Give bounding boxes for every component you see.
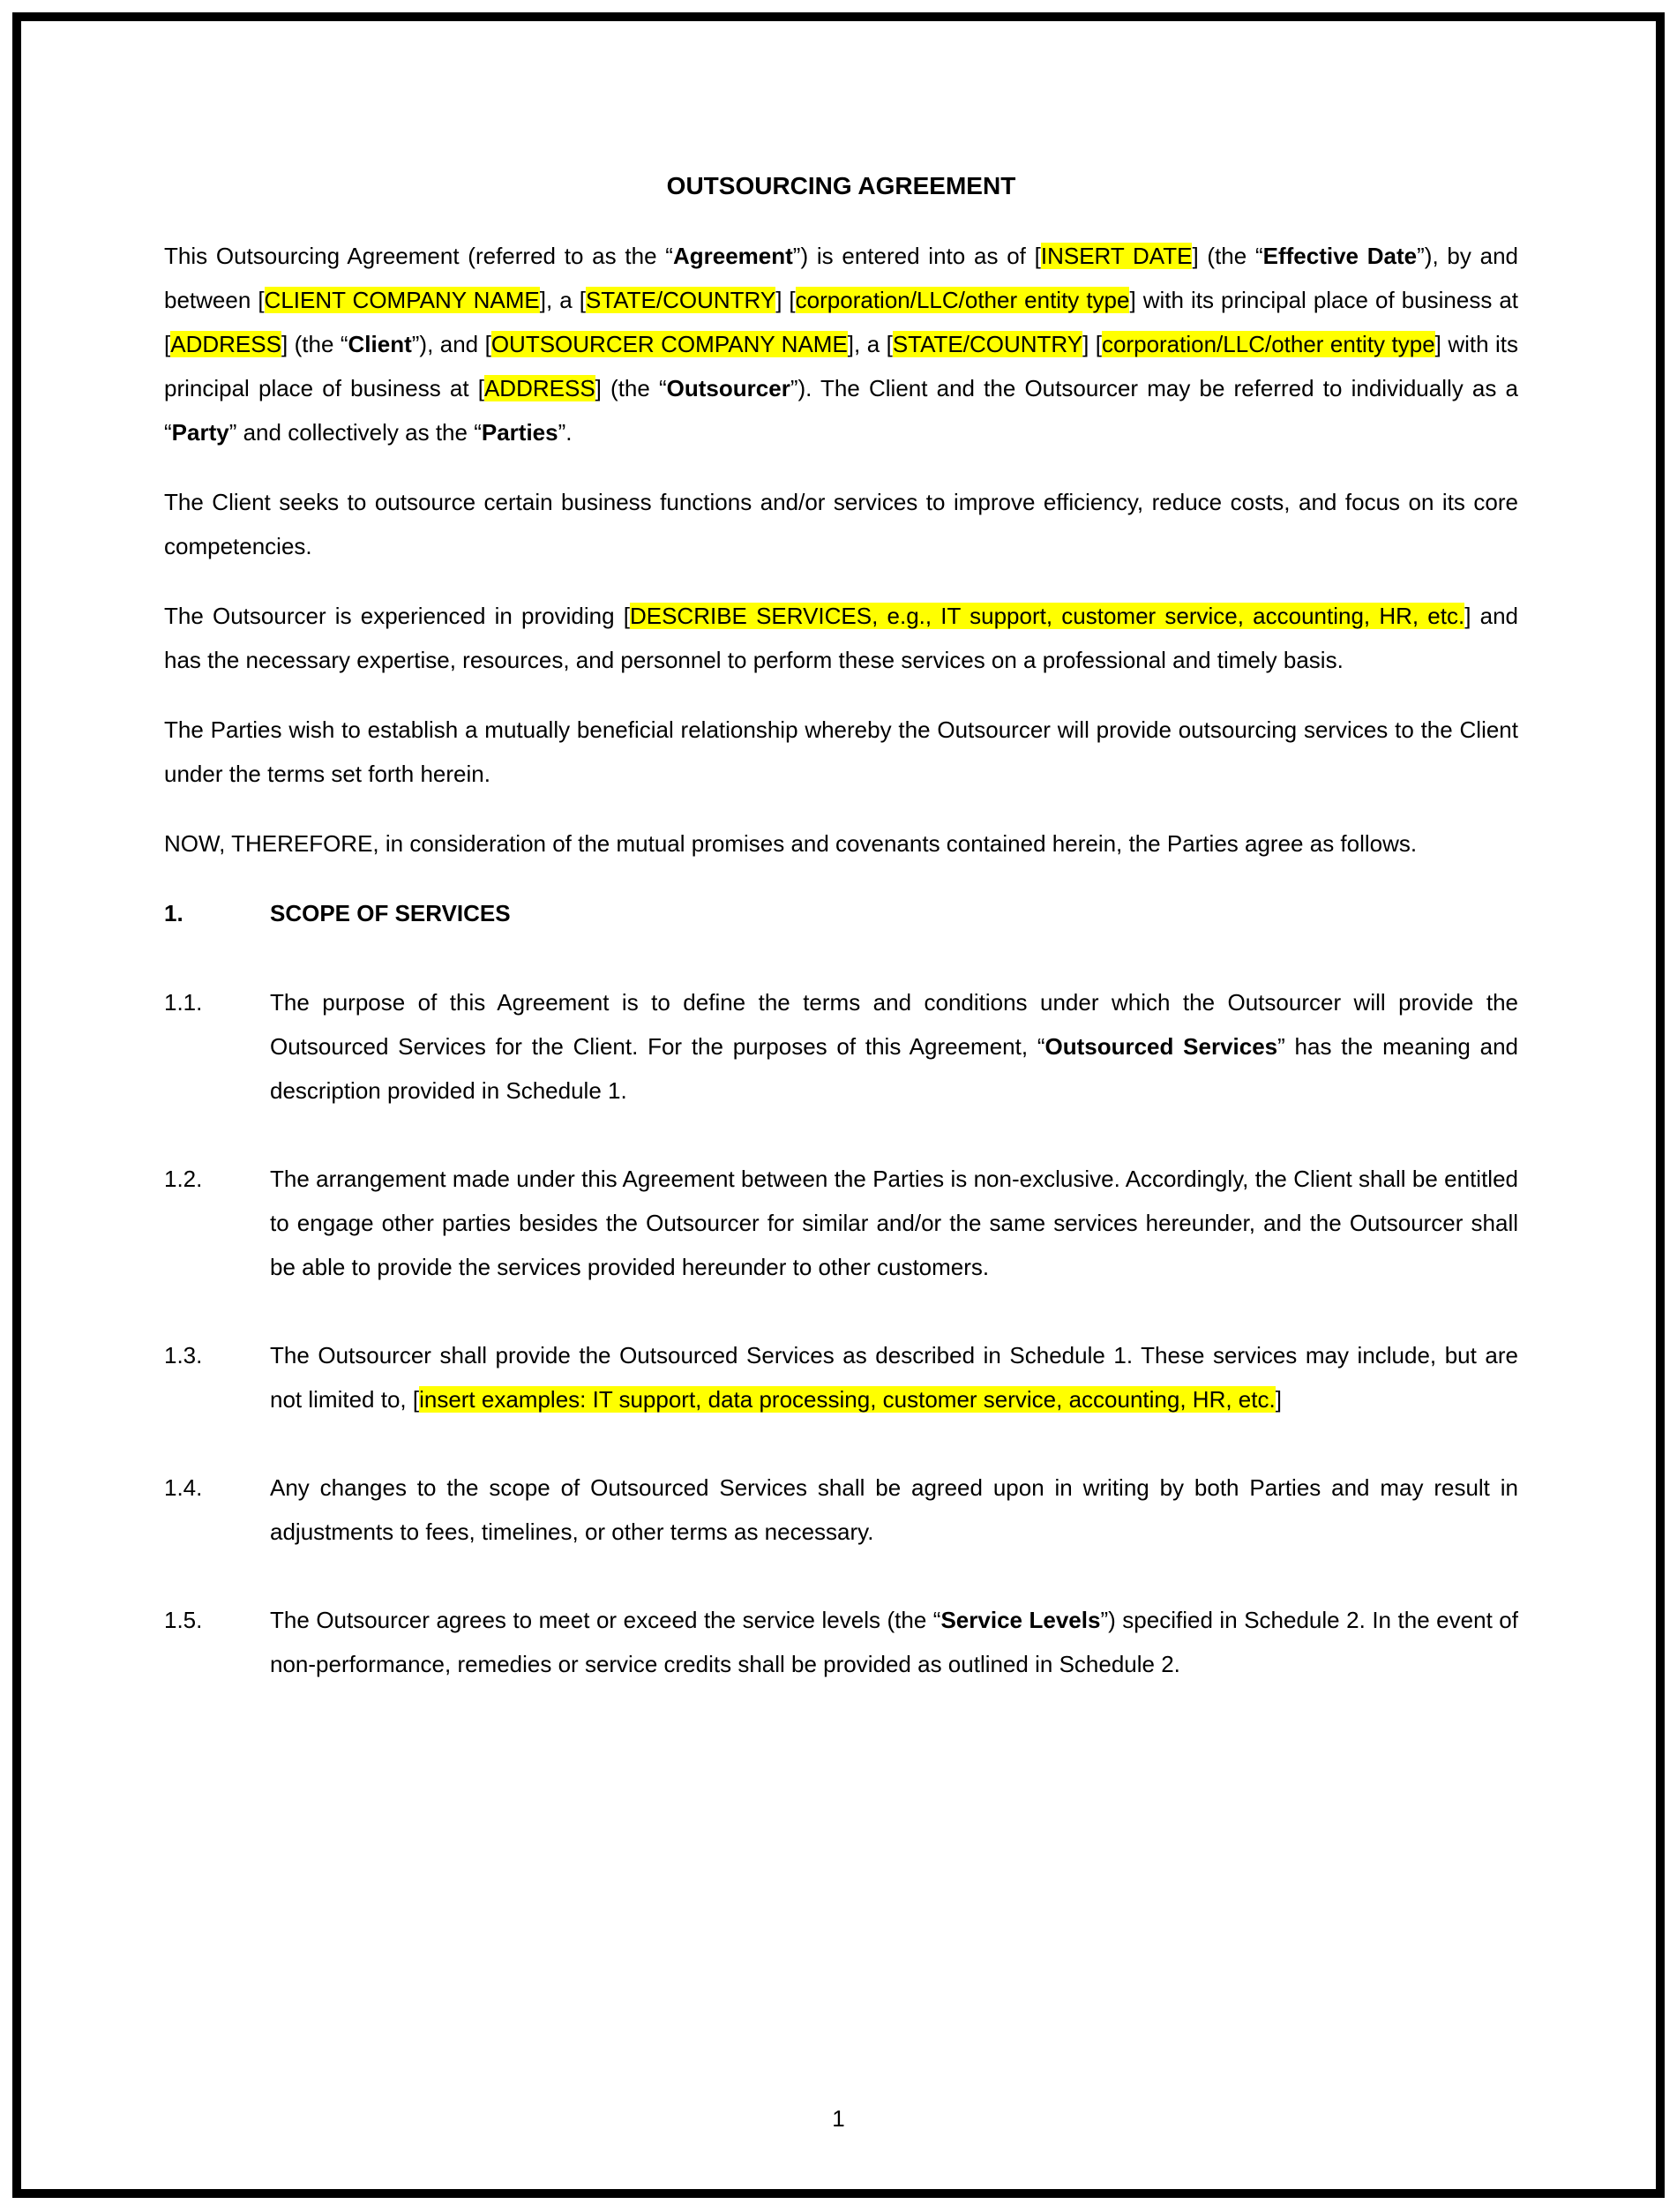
defined-term: Outsourced Services: [1044, 1033, 1278, 1060]
text-run: The Outsourcer agrees to meet or exceed the service levels (the “: [270, 1607, 941, 1633]
placeholder-highlight: ADDRESS: [483, 375, 595, 401]
document-body: [164, 234, 1518, 1686]
clause-number: 1.5.: [164, 1607, 203, 1633]
defined-term: Party: [171, 419, 229, 446]
text-run: ], a [: [847, 331, 893, 357]
defined-term: Outsourcer: [666, 375, 790, 401]
placeholder-highlight: corporation/LLC/other entity type: [795, 287, 1130, 313]
placeholder-highlight: CLIENT COMPANY NAME: [264, 287, 540, 313]
paragraph: [164, 480, 1518, 568]
paragraph: [164, 594, 1518, 682]
text-run: The purpose of this Agreement is to define the terms and conditions under which the Outsourcer will provide the Outsourced Services for the Client. For the purposes of this Agreement, “: [270, 989, 1518, 1060]
text-run: The arrangement made under this Agreement between the Parties is non-exclusive. Accordingly, the Client shall be entitled to engage other parties besides the Outsourcer for similar and/or the same services hereunder, and the Outsourcer shall be able to provide the services provided hereunder to other customers.: [270, 1166, 1518, 1280]
section-heading: [164, 891, 1518, 935]
text-run: ”), by and between [: [164, 243, 1519, 313]
clause-text: [270, 891, 1518, 935]
text-run: ] (the “: [1192, 243, 1263, 269]
placeholder-highlight: corporation/LLC/other entity type: [1101, 331, 1435, 357]
text-run: ] [: [775, 287, 796, 313]
document-content: [164, 164, 1518, 1730]
text-run: ]: [1275, 1386, 1282, 1413]
text-run: ] [: [1082, 331, 1102, 357]
numbered-clause: [164, 1598, 1518, 1686]
defined-term: Agreement: [672, 243, 793, 269]
page-number: 1: [832, 2105, 845, 2132]
text-run: ” has the meaning and description provided in Schedule 1.: [270, 1033, 1518, 1104]
defined-term: Service Levels: [940, 1607, 1101, 1633]
text-run: ”), and [: [411, 331, 491, 357]
text-run: ” and collectively as the “: [228, 419, 482, 446]
clause-number: 1.: [164, 900, 183, 926]
text-run: ”) is entered into as of [: [792, 243, 1041, 269]
text-run: ] and has the necessary expertise, resources, and personnel to perform these services on a professional and timely basis.: [164, 603, 1518, 673]
clause-number: 1.1.: [164, 989, 203, 1016]
text-run: ], a [: [539, 287, 586, 313]
placeholder-highlight: STATE/COUNTRY: [892, 331, 1083, 357]
text-run: The Outsourcer shall provide the Outsourced Services as described in Schedule 1. These services may include, but are not limited to, [: [270, 1342, 1518, 1413]
clause-number: 1.2.: [164, 1166, 203, 1192]
defined-term: Parties: [481, 419, 558, 446]
text-run: ] with its principal place of business at [: [164, 287, 1519, 357]
text-run: ”) specified in Schedule 2. In the event of non-performance, remedies or service credits shall be provided as outlined in Schedule 2.: [270, 1607, 1518, 1677]
text-run: NOW, THEREFORE, in consideration of the mutual promises and covenants contained herein, the Parties agree as follows.: [164, 830, 1418, 857]
text-run: This Outsourcing Agreement (referred to as the “: [164, 243, 673, 269]
numbered-clause: [164, 1333, 1518, 1421]
clause-text: [270, 980, 1518, 1113]
clause-number: 1.3.: [164, 1342, 203, 1368]
placeholder-highlight: OUTSOURCER COMPANY NAME: [490, 331, 848, 357]
paragraph: [164, 234, 1518, 454]
defined-term: SCOPE OF SERVICES: [270, 900, 511, 926]
placeholder-highlight: ADDRESS: [170, 331, 281, 357]
paragraph: [164, 708, 1518, 796]
placeholder-highlight: insert examples: IT support, data processing, customer service, accounting, HR, etc.: [419, 1386, 1276, 1413]
clause-number: 1.4.: [164, 1474, 203, 1501]
numbered-clause: [164, 980, 1518, 1113]
text-run: The Parties wish to establish a mutually beneficial relationship whereby the Outsourcer will provide outsourcing services to the Client under the terms set forth herein.: [164, 716, 1518, 787]
clause-text: [270, 1466, 1518, 1554]
text-run: The Outsourcer is experienced in providing [: [164, 603, 630, 629]
text-run: ”.: [558, 419, 573, 446]
text-run: ] with its principal place of business at [: [164, 331, 1519, 401]
clause-text: [270, 1333, 1518, 1421]
text-run: The Client seeks to outsource certain business functions and/or services to improve efficiency, reduce costs, and focus on its core competencies.: [164, 489, 1518, 559]
text-run: ”). The Client and the Outsourcer may be referred to individually as a “: [164, 375, 1518, 446]
text-run: Any changes to the scope of Outsourced Services shall be agreed upon in writing by both Parties and may result in adjustments to fees, timelines, or other terms as necessary.: [270, 1474, 1518, 1545]
text-run: ] (the “: [595, 375, 667, 401]
clause-text: [270, 1157, 1518, 1289]
text-run: ] (the “: [281, 331, 348, 357]
numbered-clause: [164, 1157, 1518, 1289]
placeholder-highlight: INSERT DATE: [1040, 243, 1193, 269]
placeholder-highlight: STATE/COUNTRY: [585, 287, 776, 313]
placeholder-highlight: DESCRIBE SERVICES, e.g., IT support, customer service, accounting, HR, etc.: [629, 603, 1465, 629]
paragraph: [164, 821, 1518, 866]
defined-term: Client: [348, 331, 412, 357]
clause-text: [270, 1598, 1518, 1686]
document-title: OUTSOURCING AGREEMENT: [666, 172, 1016, 199]
numbered-clause: [164, 1466, 1518, 1554]
defined-term: Effective Date: [1262, 243, 1418, 269]
